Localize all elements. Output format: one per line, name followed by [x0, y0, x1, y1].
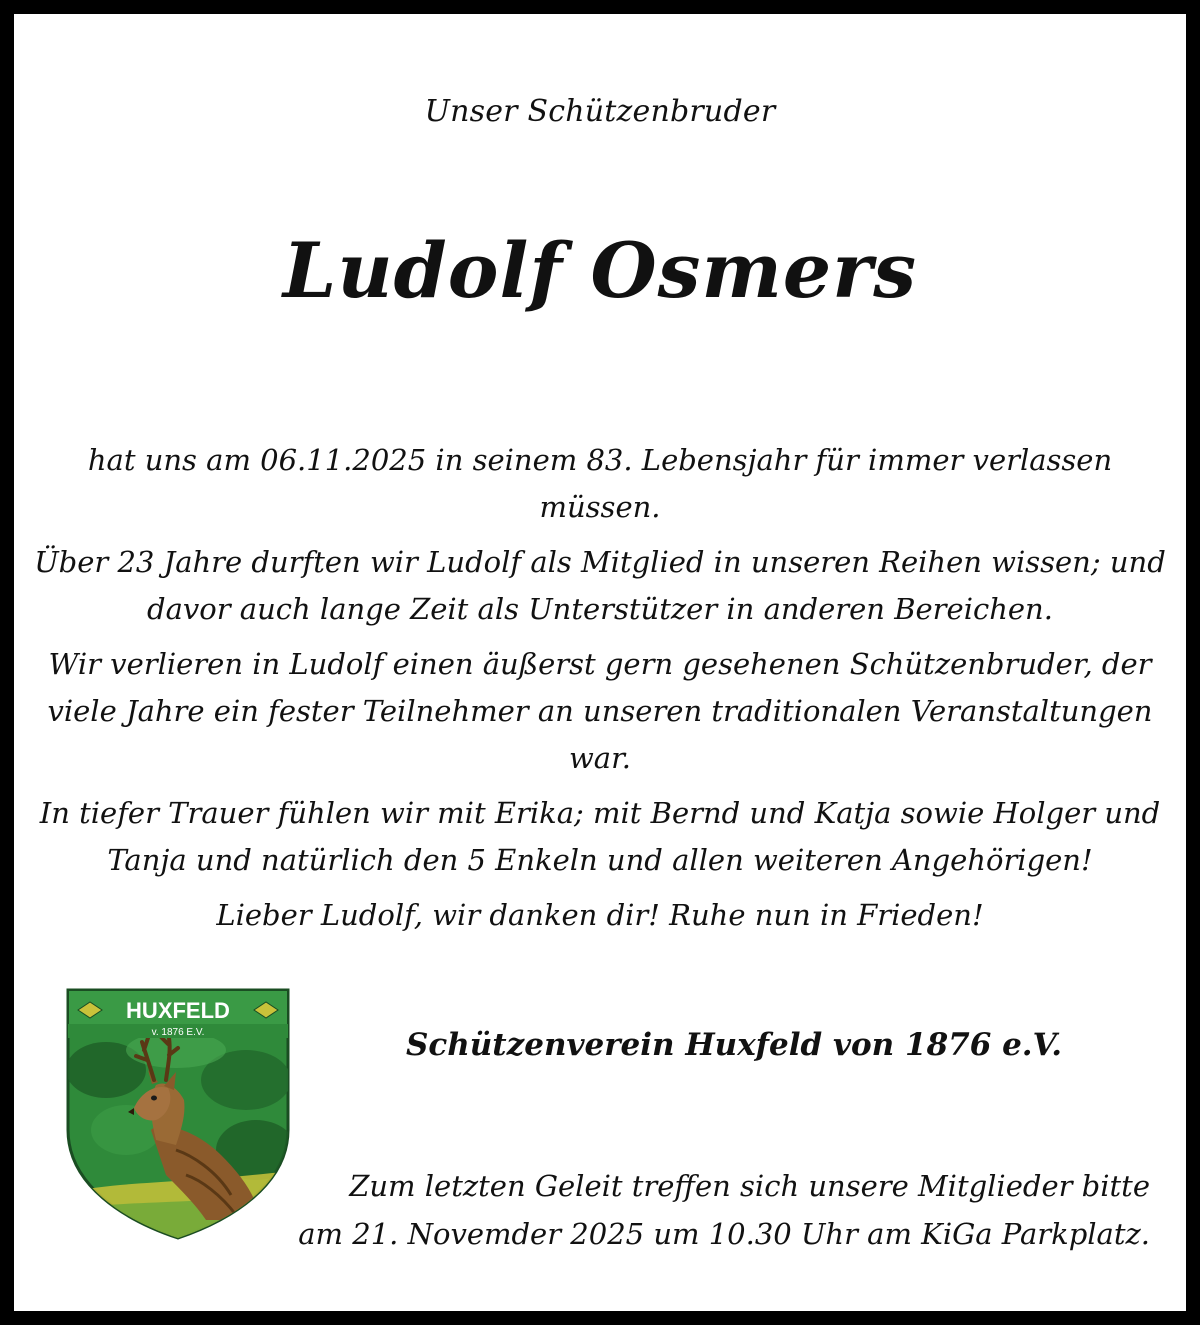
paragraph-tribute: Wir verlieren in Ludolf einen äußerst gern gesehenen Schützenbruder, der viele Jahre ein fester Teilnehmer an unseren traditionalen Veranstaltungen war. [47, 647, 1153, 775]
paragraph-farewell: Lieber Ludolf, wir danken dir! Ruhe nun in Frieden! [216, 898, 984, 932]
paragraph-condolence: In tiefer Trauer fühlen wir mit Erika; mit Bernd und Katja sowie Holger und Tanja und natürlich den 5 Enkeln und allen weiteren Angehörigen! [39, 796, 1161, 877]
meeting-line-2: am 21. Novemder 2025 um 10.30 Uhr am KiGa Parkplatz. [298, 1217, 1150, 1251]
meeting-line-1: Zum letzten Geleit treffen sich unsere Mitglieder bitte [349, 1169, 1150, 1203]
deer-crest-icon [56, 980, 298, 1242]
deceased-name: Ludolf Osmers [282, 226, 918, 315]
club-crest-logo [56, 980, 298, 1242]
paragraph-membership: Über 23 Jahre durften wir Ludolf als Mitglied in unseren Reihen wissen; und davor auch lange Zeit als Unterstützer in anderen Bereichen. [34, 545, 1166, 626]
club-name: Schützenverein Huxfeld von 1876 e.V. [405, 1027, 1063, 1063]
obituary-body [34, 437, 1166, 947]
crest-title: HUXFELD [126, 998, 230, 1023]
crest-subtitle: v. 1876 E.V. [151, 1027, 205, 1038]
funeral-meeting-info [270, 1162, 1150, 1258]
paragraph-date: hat uns am 06.11.2025 in seinem 83. Lebensjahr für immer verlassen müssen. [87, 443, 1113, 524]
intro-text: Unser Schützenbruder [424, 94, 776, 129]
